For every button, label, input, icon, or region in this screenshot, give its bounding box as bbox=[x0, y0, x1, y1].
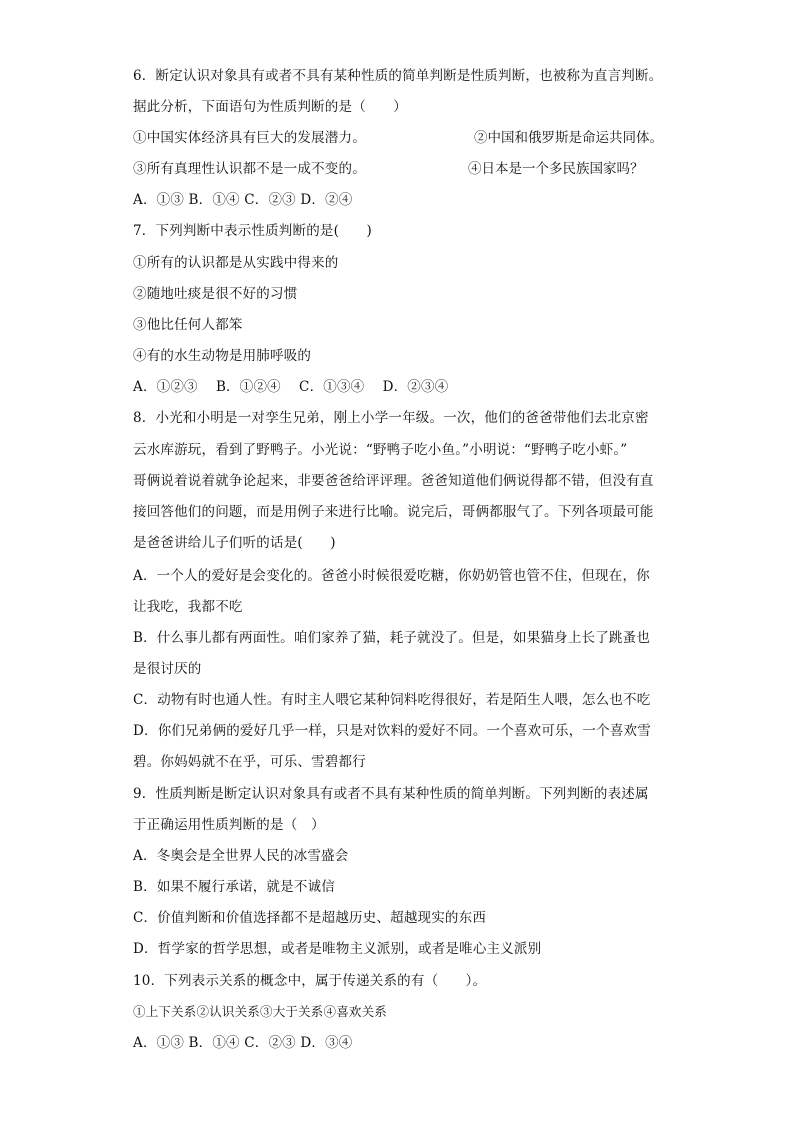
q8-option-b-line-2: 是很讨厌的 bbox=[133, 661, 202, 677]
q10-options: ①上下关系②认识关系③大于关系④喜欢关系 bbox=[133, 1004, 388, 1019]
q7-option-3: ③他比任何人都笨 bbox=[133, 317, 243, 333]
q9-option-a: A．冬奥会是全世界人民的冰雪盛会 bbox=[133, 848, 349, 864]
q6-stem-line-1: 6．断定认识对象具有或者不具有某种性质的简单判断是性质判断，也被称为直言判断。 bbox=[133, 68, 663, 84]
q8-option-a-line-1: A．一个人的爱好是会变化的。爸爸小时候很爱吃糖，你奶奶管也管不住，但现在，你 bbox=[133, 568, 650, 584]
q7-choices: A．①②③ B．①②④ C．①③④ D．②③④ bbox=[133, 379, 449, 395]
q6-stem-line-2: 据此分析，下面语句为性质判断的是（ ） bbox=[133, 99, 407, 115]
q8-stem-line-4: 接回答他们的问题，而是用例子来进行比喻。说完后，哥俩都服气了。下列各项最可能 bbox=[133, 504, 654, 520]
q6-option-3: ③所有真理性认识都不是一成不变的。 bbox=[133, 161, 366, 177]
q8-option-d-line-1: D．你们兄弟俩的爱好几乎一样，只是对饮料的爱好不同。一个喜欢可乐，一个喜欢雪 bbox=[133, 723, 651, 739]
q7-option-4: ④有的水生动物是用肺呼吸的 bbox=[133, 348, 312, 364]
q10-stem: 10．下列表示关系的概念中，属于传递关系的有（ ）。 bbox=[133, 973, 487, 989]
q9-option-c: C．价值判断和价值选择都不是超越历史、超越现实的东西 bbox=[133, 910, 487, 926]
q8-stem-line-3: 哥俩说着说着就争论起来，非要爸爸给评评理。爸爸知道他们俩说得都不错，但没有直 bbox=[133, 473, 654, 489]
q10-choices: A．①③ B．①④ C．②③ D．③④ bbox=[133, 1035, 353, 1051]
q8-stem-line-5: 是爸爸讲给儿子们听的话是( ) bbox=[133, 535, 336, 551]
q6-choices: A．①③ B．①④ C．②③ D．②④ bbox=[133, 192, 353, 208]
q6-option-2: ②中国和俄罗斯是命运共同体。 bbox=[474, 130, 663, 146]
q8-stem-line-2: 云水库游玩，看到了野鸭子。小光说：“野鸭子吃小鱼。”小明说：“野鸭子吃小虾。” bbox=[133, 442, 628, 458]
q7-option-1: ①所有的认识都是从实践中得来的 bbox=[133, 255, 339, 271]
q9-option-b: B．如果不履行承诺，就是不诚信 bbox=[133, 879, 335, 895]
q9-stem-line-1: 9．性质判断是断定认识对象具有或者不具有某种性质的简单判断。下列判断的表述属 bbox=[133, 786, 649, 802]
q8-option-b-line-1: B．什么事儿都有两面性。咱们家养了猫，耗子就没了。但是，如果猫身上长了跳蚤也 bbox=[133, 630, 651, 646]
q8-option-a-line-2: 让我吃，我都不吃 bbox=[133, 599, 243, 615]
q8-option-c: C．动物有时也通人性。有时主人喂它某种饲料吃得很好，若是陌生人喂，怎么也不吃 bbox=[133, 692, 651, 708]
q6-option-4: ④日本是一个多民族国家吗？ bbox=[468, 161, 644, 177]
q9-option-d: D．哲学家的哲学思想，或者是唯物主义派别，或者是唯心主义派别 bbox=[133, 941, 542, 957]
q8-stem-line-1: 8．小光和小明是一对孪生兄弟，刚上小学一年级。一次，他们的爸爸带他们去北京密 bbox=[133, 410, 649, 426]
q9-stem-line-2: 于正确运用性质判断的是（ ） bbox=[133, 817, 325, 833]
q6-option-1: ①中国实体经济具有巨大的发展潜力。 bbox=[133, 130, 366, 146]
q7-stem: 7．下列判断中表示性质判断的是( ) bbox=[133, 223, 372, 239]
q7-option-2: ②随地吐痰是很不好的习惯 bbox=[133, 286, 298, 302]
q8-option-d-line-2: 碧。你妈妈就不在乎，可乐、雪碧都行 bbox=[133, 754, 366, 770]
